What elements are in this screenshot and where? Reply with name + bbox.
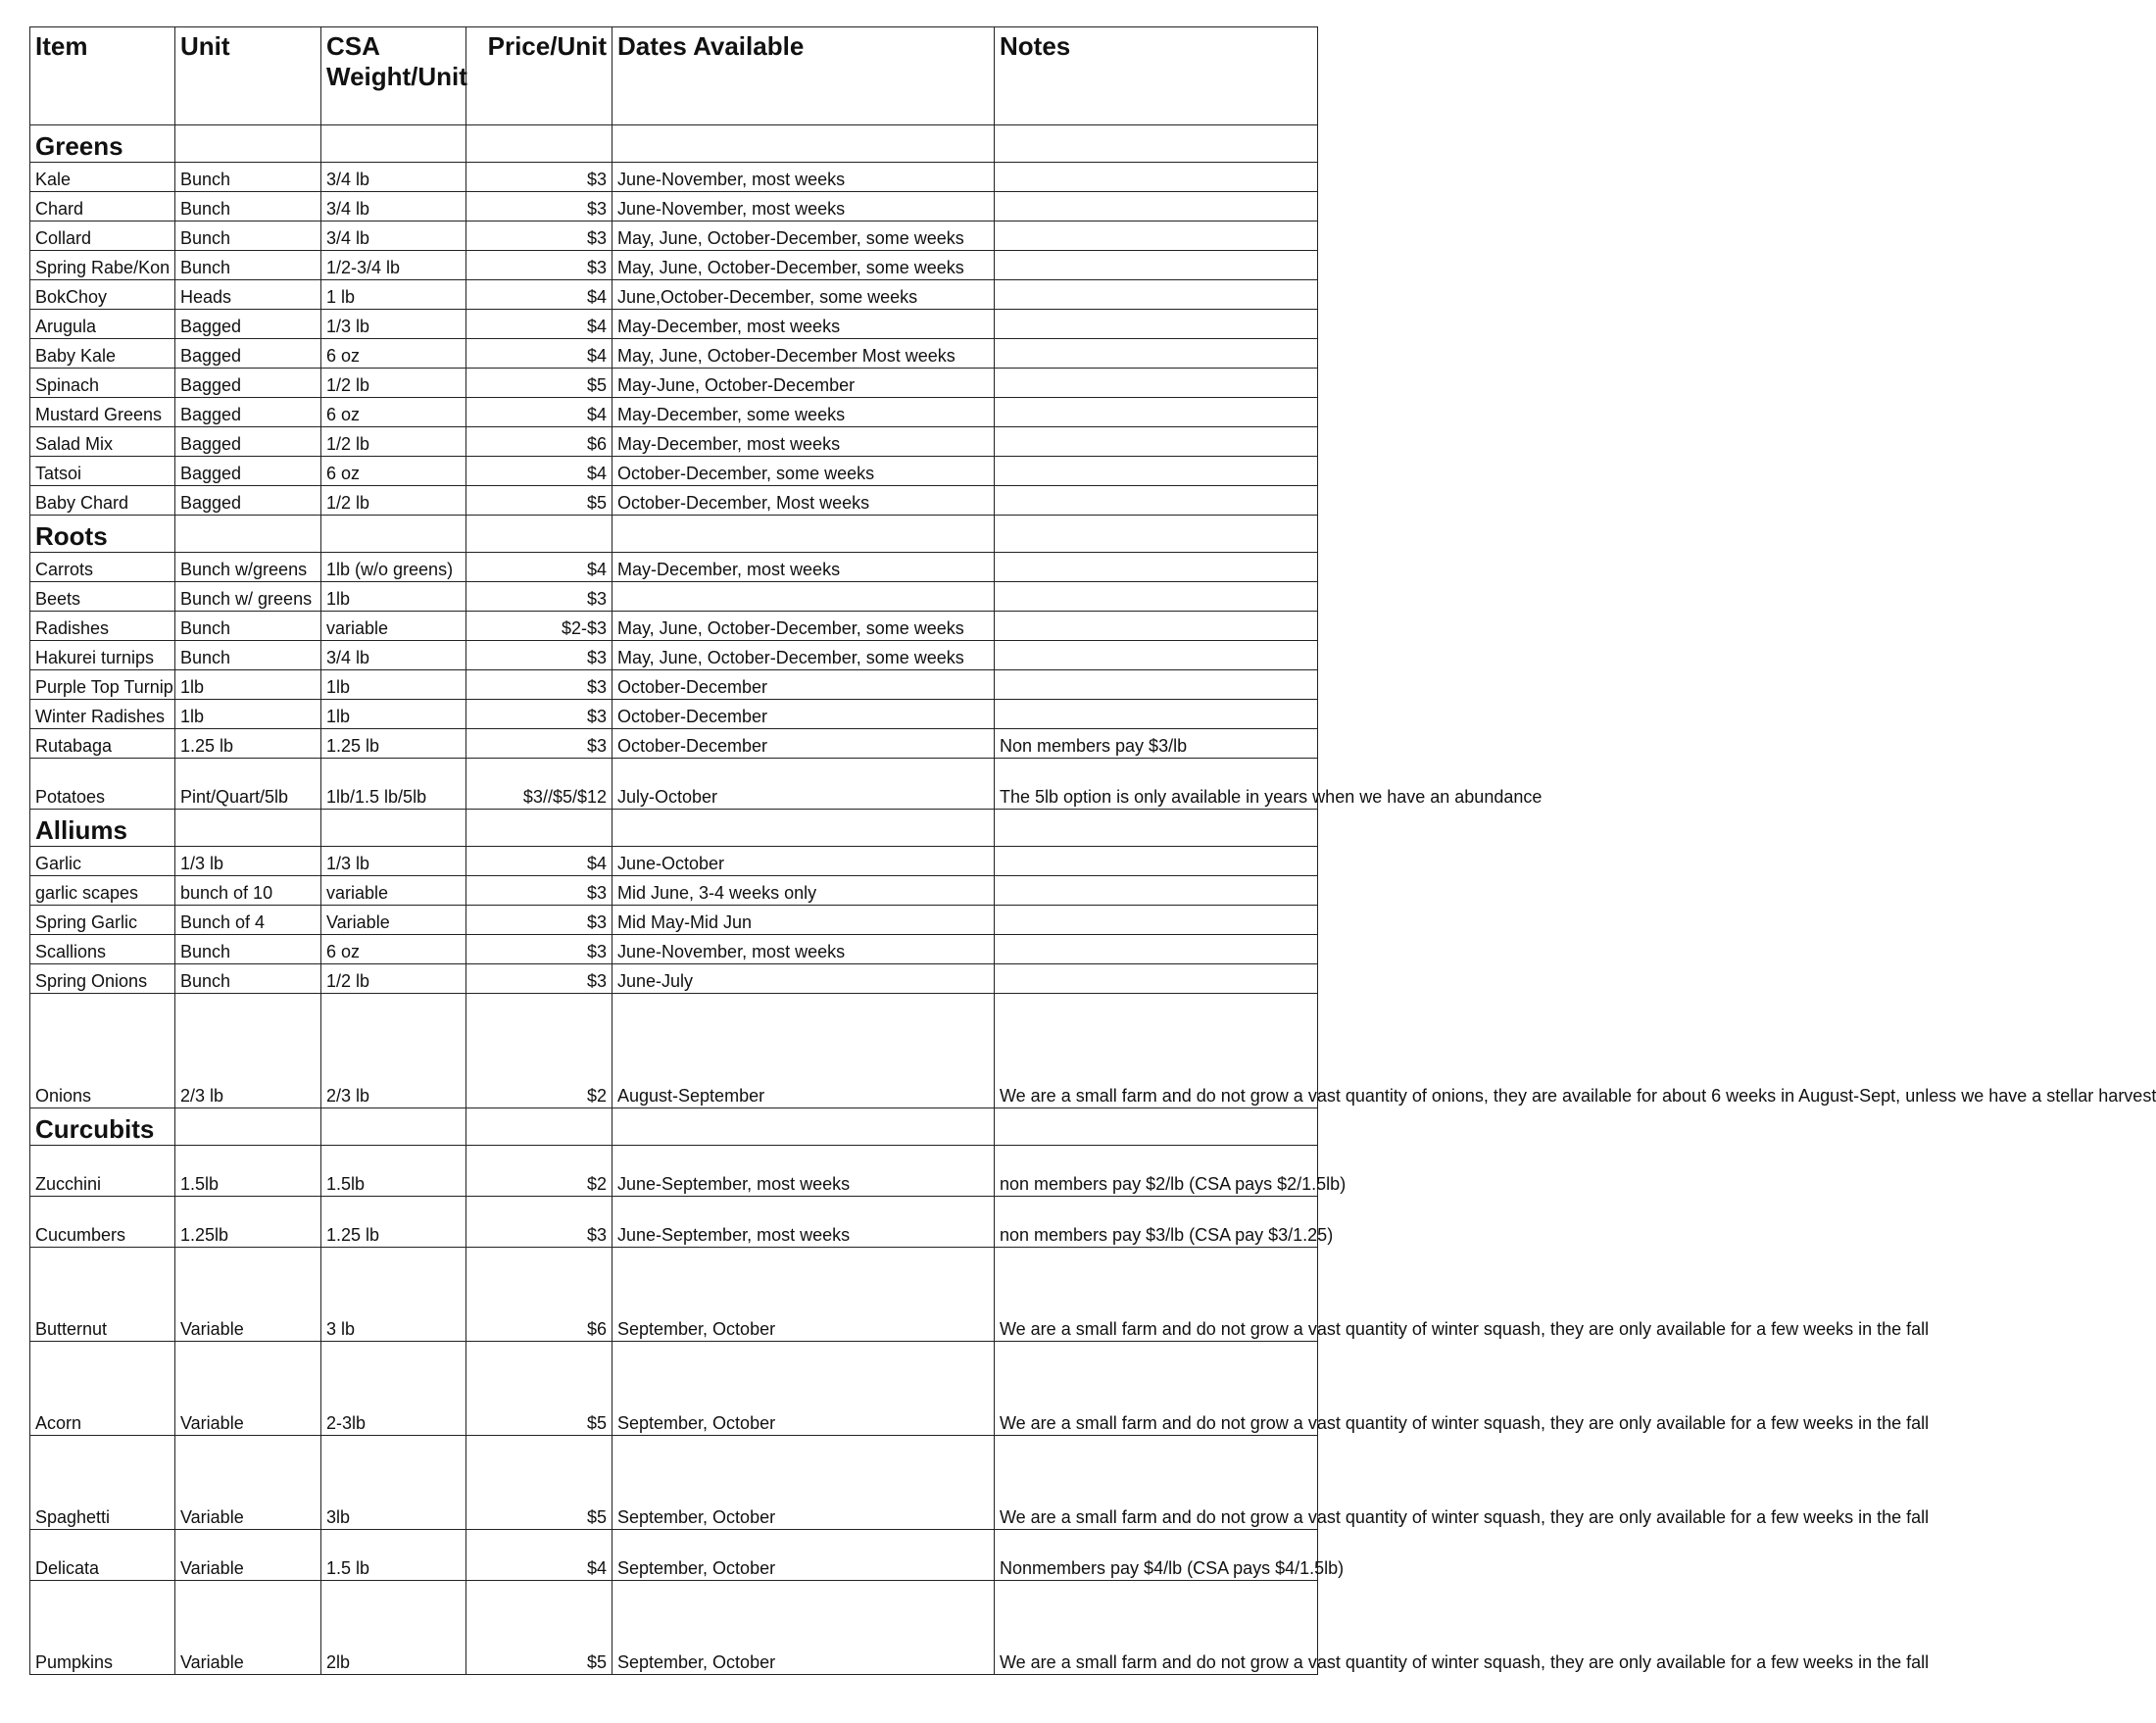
header-notes: Notes	[995, 27, 1318, 125]
table-row	[30, 222, 1318, 251]
item-cell: Spring Onions	[30, 964, 175, 994]
notes-cell	[995, 876, 1318, 906]
price-cell: $3	[466, 251, 612, 280]
weight-cell: 2-3lb	[321, 1342, 466, 1436]
item-cell: Kale	[30, 163, 175, 192]
price-cell: $2	[466, 994, 612, 1108]
table-row	[30, 1530, 1318, 1581]
item-cell: Radishes	[30, 612, 175, 641]
notes-cell: non members pay $3/lb (CSA pay $3/1.25)	[995, 1197, 1318, 1248]
weight-cell: variable	[321, 876, 466, 906]
item-cell: Rutabaga	[30, 729, 175, 759]
weight-cell: 1.5 lb	[321, 1530, 466, 1581]
dates-cell: October-December, some weeks	[612, 457, 995, 486]
table-row	[30, 457, 1318, 486]
unit-cell: Variable	[175, 1248, 321, 1342]
table-row	[30, 964, 1318, 994]
price-cell: $5	[466, 1342, 612, 1436]
empty-cell	[466, 810, 612, 847]
notes-cell	[995, 163, 1318, 192]
unit-cell: Bunch of 4	[175, 906, 321, 935]
header-csa-weight: CSA Weight/Unit	[321, 27, 466, 125]
weight-cell: 1.25 lb	[321, 1197, 466, 1248]
weight-cell: 3/4 lb	[321, 222, 466, 251]
weight-cell: 6 oz	[321, 935, 466, 964]
table-row	[30, 339, 1318, 369]
item-cell: Salad Mix	[30, 427, 175, 457]
dates-cell: September, October	[612, 1581, 995, 1675]
unit-cell: Variable	[175, 1342, 321, 1436]
unit-cell: Variable	[175, 1530, 321, 1581]
table-row	[30, 1581, 1318, 1675]
item-cell: Beets	[30, 582, 175, 612]
dates-cell: August-September	[612, 994, 995, 1108]
item-cell: Pumpkins	[30, 1581, 175, 1675]
dates-cell: September, October	[612, 1248, 995, 1342]
unit-cell: 1.25lb	[175, 1197, 321, 1248]
notes-cell	[995, 369, 1318, 398]
unit-cell: Heads	[175, 280, 321, 310]
weight-cell: 1/2 lb	[321, 964, 466, 994]
weight-cell: 1/2 lb	[321, 486, 466, 516]
price-cell: $3	[466, 935, 612, 964]
dates-cell: May, June, October-December Most weeks	[612, 339, 995, 369]
unit-cell: Bagged	[175, 427, 321, 457]
dates-cell: October-December, Most weeks	[612, 486, 995, 516]
unit-cell: Variable	[175, 1436, 321, 1530]
dates-cell: June-September, most weeks	[612, 1197, 995, 1248]
category-label: Alliums	[30, 810, 175, 847]
unit-cell: Bunch	[175, 192, 321, 222]
table-row	[30, 729, 1318, 759]
price-cell: $2-$3	[466, 612, 612, 641]
weight-cell: 6 oz	[321, 398, 466, 427]
weight-cell: 3/4 lb	[321, 163, 466, 192]
notes-cell: We are a small farm and do not grow a vast quantity of onions, they are available for about 6 weeks in August-Sept, unless we have a stellar harvest	[995, 994, 1318, 1108]
notes-cell: non members pay $2/lb (CSA pays $2/1.5lb)	[995, 1146, 1318, 1197]
table-row	[30, 251, 1318, 280]
item-cell: Potatoes	[30, 759, 175, 810]
weight-cell: 1/3 lb	[321, 847, 466, 876]
table-row	[30, 1248, 1318, 1342]
empty-cell	[466, 125, 612, 163]
empty-cell	[612, 1108, 995, 1146]
dates-cell: June-October	[612, 847, 995, 876]
table-row	[30, 1342, 1318, 1436]
item-cell: Spinach	[30, 369, 175, 398]
unit-cell: Bagged	[175, 369, 321, 398]
price-cell: $3	[466, 729, 612, 759]
empty-cell	[321, 516, 466, 553]
empty-cell	[612, 125, 995, 163]
header-item: Item	[30, 27, 175, 125]
price-cell: $6	[466, 1248, 612, 1342]
price-cell: $3	[466, 876, 612, 906]
table-row	[30, 1436, 1318, 1530]
table-row	[30, 759, 1318, 810]
price-cell: $3	[466, 582, 612, 612]
notes-cell	[995, 427, 1318, 457]
notes-cell: We are a small farm and do not grow a vast quantity of winter squash, they are only available for a few weeks in the fall	[995, 1436, 1318, 1530]
price-cell: $3	[466, 222, 612, 251]
item-cell: Hakurei turnips	[30, 641, 175, 670]
table-row	[30, 612, 1318, 641]
dates-cell: October-December	[612, 670, 995, 700]
weight-cell: 1/2 lb	[321, 427, 466, 457]
item-cell: Scallions	[30, 935, 175, 964]
table-row	[30, 641, 1318, 670]
dates-cell: June,October-December, some weeks	[612, 280, 995, 310]
notes-cell	[995, 280, 1318, 310]
dates-cell: September, October	[612, 1530, 995, 1581]
empty-cell	[995, 516, 1318, 553]
price-cell: $4	[466, 553, 612, 582]
weight-cell: 1/3 lb	[321, 310, 466, 339]
price-cell: $3	[466, 192, 612, 222]
notes-cell	[995, 486, 1318, 516]
weight-cell: 6 oz	[321, 339, 466, 369]
table-row	[30, 310, 1318, 339]
item-cell: Spaghetti	[30, 1436, 175, 1530]
item-cell: Arugula	[30, 310, 175, 339]
unit-cell: Bunch	[175, 641, 321, 670]
notes-cell	[995, 251, 1318, 280]
table-row	[30, 670, 1318, 700]
weight-cell: 2/3 lb	[321, 994, 466, 1108]
weight-cell: 1lb/1.5 lb/5lb	[321, 759, 466, 810]
weight-cell: variable	[321, 612, 466, 641]
notes-cell	[995, 847, 1318, 876]
dates-cell: October-December	[612, 729, 995, 759]
unit-cell: Bunch	[175, 935, 321, 964]
unit-cell: 2/3 lb	[175, 994, 321, 1108]
unit-cell: Variable	[175, 1581, 321, 1675]
item-cell: Collard	[30, 222, 175, 251]
table-row	[30, 700, 1318, 729]
table-row	[30, 398, 1318, 427]
weight-cell: 1.5lb	[321, 1146, 466, 1197]
table-row	[30, 280, 1318, 310]
price-cell: $5	[466, 1436, 612, 1530]
dates-cell: October-December	[612, 700, 995, 729]
category-row	[30, 810, 1318, 847]
weight-cell: 6 oz	[321, 457, 466, 486]
table-body	[30, 125, 2156, 1675]
table-row	[30, 486, 1318, 516]
dates-cell: September, October	[612, 1436, 995, 1530]
table-row	[30, 1197, 1318, 1248]
empty-cell	[466, 516, 612, 553]
dates-cell: May, June, October-December, some weeks	[612, 612, 995, 641]
unit-cell: 1/3 lb	[175, 847, 321, 876]
price-cell: $5	[466, 486, 612, 516]
weight-cell: 3/4 lb	[321, 641, 466, 670]
notes-cell	[995, 310, 1318, 339]
empty-cell	[175, 810, 321, 847]
dates-cell: June-July	[612, 964, 995, 994]
price-cell: $3	[466, 906, 612, 935]
dates-cell: June-November, most weeks	[612, 192, 995, 222]
dates-cell: May, June, October-December, some weeks	[612, 222, 995, 251]
unit-cell: Bagged	[175, 457, 321, 486]
header-price: Price/Unit	[466, 27, 612, 125]
price-cell: $2	[466, 1146, 612, 1197]
category-row	[30, 1108, 1318, 1146]
table-row	[30, 847, 1318, 876]
unit-cell: Bunch	[175, 251, 321, 280]
weight-cell: Variable	[321, 906, 466, 935]
empty-cell	[175, 1108, 321, 1146]
unit-cell: Pint/Quart/5lb	[175, 759, 321, 810]
price-cell: $3//$5/$12	[466, 759, 612, 810]
item-cell: BokChoy	[30, 280, 175, 310]
empty-cell	[175, 516, 321, 553]
dates-cell: June-September, most weeks	[612, 1146, 995, 1197]
item-cell: Spring Rabe/Kon	[30, 251, 175, 280]
price-cell: $4	[466, 310, 612, 339]
table-row	[30, 163, 1318, 192]
weight-cell: 3 lb	[321, 1248, 466, 1342]
weight-cell: 1lb	[321, 582, 466, 612]
unit-cell: Bagged	[175, 310, 321, 339]
price-cell: $3	[466, 700, 612, 729]
item-cell: Carrots	[30, 553, 175, 582]
dates-cell: September, October	[612, 1342, 995, 1436]
notes-cell	[995, 906, 1318, 935]
item-cell: Chard	[30, 192, 175, 222]
table-row	[30, 369, 1318, 398]
table-row	[30, 994, 1318, 1108]
unit-cell: Bunch w/greens	[175, 553, 321, 582]
unit-cell: Bunch	[175, 964, 321, 994]
dates-cell: May-December, most weeks	[612, 310, 995, 339]
empty-cell	[321, 125, 466, 163]
unit-cell: 1lb	[175, 670, 321, 700]
item-cell: Tatsoi	[30, 457, 175, 486]
weight-cell: 1/2-3/4 lb	[321, 251, 466, 280]
category-row	[30, 516, 1318, 553]
price-cell: $3	[466, 163, 612, 192]
price-cell: $4	[466, 1530, 612, 1581]
category-label: Greens	[30, 125, 175, 163]
unit-cell: Bunch w/ greens	[175, 582, 321, 612]
notes-cell	[995, 670, 1318, 700]
item-cell: Zucchini	[30, 1146, 175, 1197]
price-cell: $5	[466, 369, 612, 398]
weight-cell: 1 lb	[321, 280, 466, 310]
category-label: Curcubits	[30, 1108, 175, 1146]
weight-cell: 1lb (w/o greens)	[321, 553, 466, 582]
notes-cell: Non members pay $3/lb	[995, 729, 1318, 759]
dates-cell	[612, 582, 995, 612]
dates-cell: May, June, October-December, some weeks	[612, 251, 995, 280]
unit-cell: Bunch	[175, 222, 321, 251]
empty-cell	[321, 1108, 466, 1146]
dates-cell: May-December, some weeks	[612, 398, 995, 427]
dates-cell: May-June, October-December	[612, 369, 995, 398]
item-cell: garlic scapes	[30, 876, 175, 906]
weight-cell: 3lb	[321, 1436, 466, 1530]
notes-cell	[995, 398, 1318, 427]
table-row	[30, 427, 1318, 457]
item-cell: Delicata	[30, 1530, 175, 1581]
price-cell: $3	[466, 964, 612, 994]
weight-cell: 1.25 lb	[321, 729, 466, 759]
empty-cell	[321, 810, 466, 847]
item-cell: Spring Garlic	[30, 906, 175, 935]
item-cell: Winter Radishes	[30, 700, 175, 729]
weight-cell: 1/2 lb	[321, 369, 466, 398]
produce-price-table	[29, 26, 2156, 1675]
price-cell: $4	[466, 398, 612, 427]
dates-cell: July-October	[612, 759, 995, 810]
table-row	[30, 876, 1318, 906]
price-cell: $6	[466, 427, 612, 457]
price-cell: $3	[466, 641, 612, 670]
header-unit: Unit	[175, 27, 321, 125]
unit-cell: bunch of 10	[175, 876, 321, 906]
table-row	[30, 192, 1318, 222]
dates-cell: Mid June, 3-4 weeks only	[612, 876, 995, 906]
notes-cell	[995, 553, 1318, 582]
notes-cell	[995, 700, 1318, 729]
dates-cell: June-November, most weeks	[612, 935, 995, 964]
header-dates: Dates Available	[612, 27, 995, 125]
unit-cell: Bagged	[175, 486, 321, 516]
item-cell: Garlic	[30, 847, 175, 876]
empty-cell	[995, 810, 1318, 847]
dates-cell: May, June, October-December, some weeks	[612, 641, 995, 670]
dates-cell: Mid May-Mid Jun	[612, 906, 995, 935]
table-row	[30, 906, 1318, 935]
notes-cell	[995, 222, 1318, 251]
weight-cell: 2lb	[321, 1581, 466, 1675]
table-row	[30, 553, 1318, 582]
unit-cell: Bagged	[175, 398, 321, 427]
notes-cell: We are a small farm and do not grow a vast quantity of winter squash, they are only available for a few weeks in the fall	[995, 1581, 1318, 1675]
dates-cell: May-December, most weeks	[612, 553, 995, 582]
weight-cell: 1lb	[321, 700, 466, 729]
notes-cell: We are a small farm and do not grow a vast quantity of winter squash, they are only available for a few weeks in the fall	[995, 1342, 1318, 1436]
notes-cell: The 5lb option is only available in years when we have an abundance	[995, 759, 1318, 810]
category-row	[30, 125, 1318, 163]
unit-cell: Bagged	[175, 339, 321, 369]
dates-cell: May-December, most weeks	[612, 427, 995, 457]
header-row	[30, 27, 1318, 125]
price-cell: $4	[466, 847, 612, 876]
price-cell: $4	[466, 280, 612, 310]
empty-cell	[995, 1108, 1318, 1146]
weight-cell: 1lb	[321, 670, 466, 700]
empty-cell	[612, 516, 995, 553]
notes-cell	[995, 612, 1318, 641]
notes-cell	[995, 964, 1318, 994]
table-row	[30, 582, 1318, 612]
notes-cell	[995, 192, 1318, 222]
price-cell: $4	[466, 457, 612, 486]
item-cell: Mustard Greens	[30, 398, 175, 427]
empty-cell	[995, 125, 1318, 163]
item-cell: Butternut	[30, 1248, 175, 1342]
unit-cell: 1.25 lb	[175, 729, 321, 759]
item-cell: Acorn	[30, 1342, 175, 1436]
notes-cell: We are a small farm and do not grow a vast quantity of winter squash, they are only available for a few weeks in the fall	[995, 1248, 1318, 1342]
item-cell: Baby Chard	[30, 486, 175, 516]
unit-cell: Bunch	[175, 163, 321, 192]
price-cell: $3	[466, 1197, 612, 1248]
notes-cell: Nonmembers pay $4/lb (CSA pays $4/1.5lb)	[995, 1530, 1318, 1581]
item-cell: Cucumbers	[30, 1197, 175, 1248]
category-label: Roots	[30, 516, 175, 553]
price-cell: $5	[466, 1581, 612, 1675]
notes-cell	[995, 641, 1318, 670]
notes-cell	[995, 935, 1318, 964]
weight-cell: 3/4 lb	[321, 192, 466, 222]
item-cell: Baby Kale	[30, 339, 175, 369]
item-cell: Onions	[30, 994, 175, 1108]
notes-cell	[995, 457, 1318, 486]
empty-cell	[466, 1108, 612, 1146]
empty-cell	[612, 810, 995, 847]
table-row	[30, 935, 1318, 964]
unit-cell: 1.5lb	[175, 1146, 321, 1197]
notes-cell	[995, 582, 1318, 612]
price-cell: $4	[466, 339, 612, 369]
dates-cell: June-November, most weeks	[612, 163, 995, 192]
unit-cell: 1lb	[175, 700, 321, 729]
unit-cell: Bunch	[175, 612, 321, 641]
notes-cell	[995, 339, 1318, 369]
empty-cell	[175, 125, 321, 163]
item-cell: Purple Top Turnip	[30, 670, 175, 700]
price-cell: $3	[466, 670, 612, 700]
table-row	[30, 1146, 1318, 1197]
